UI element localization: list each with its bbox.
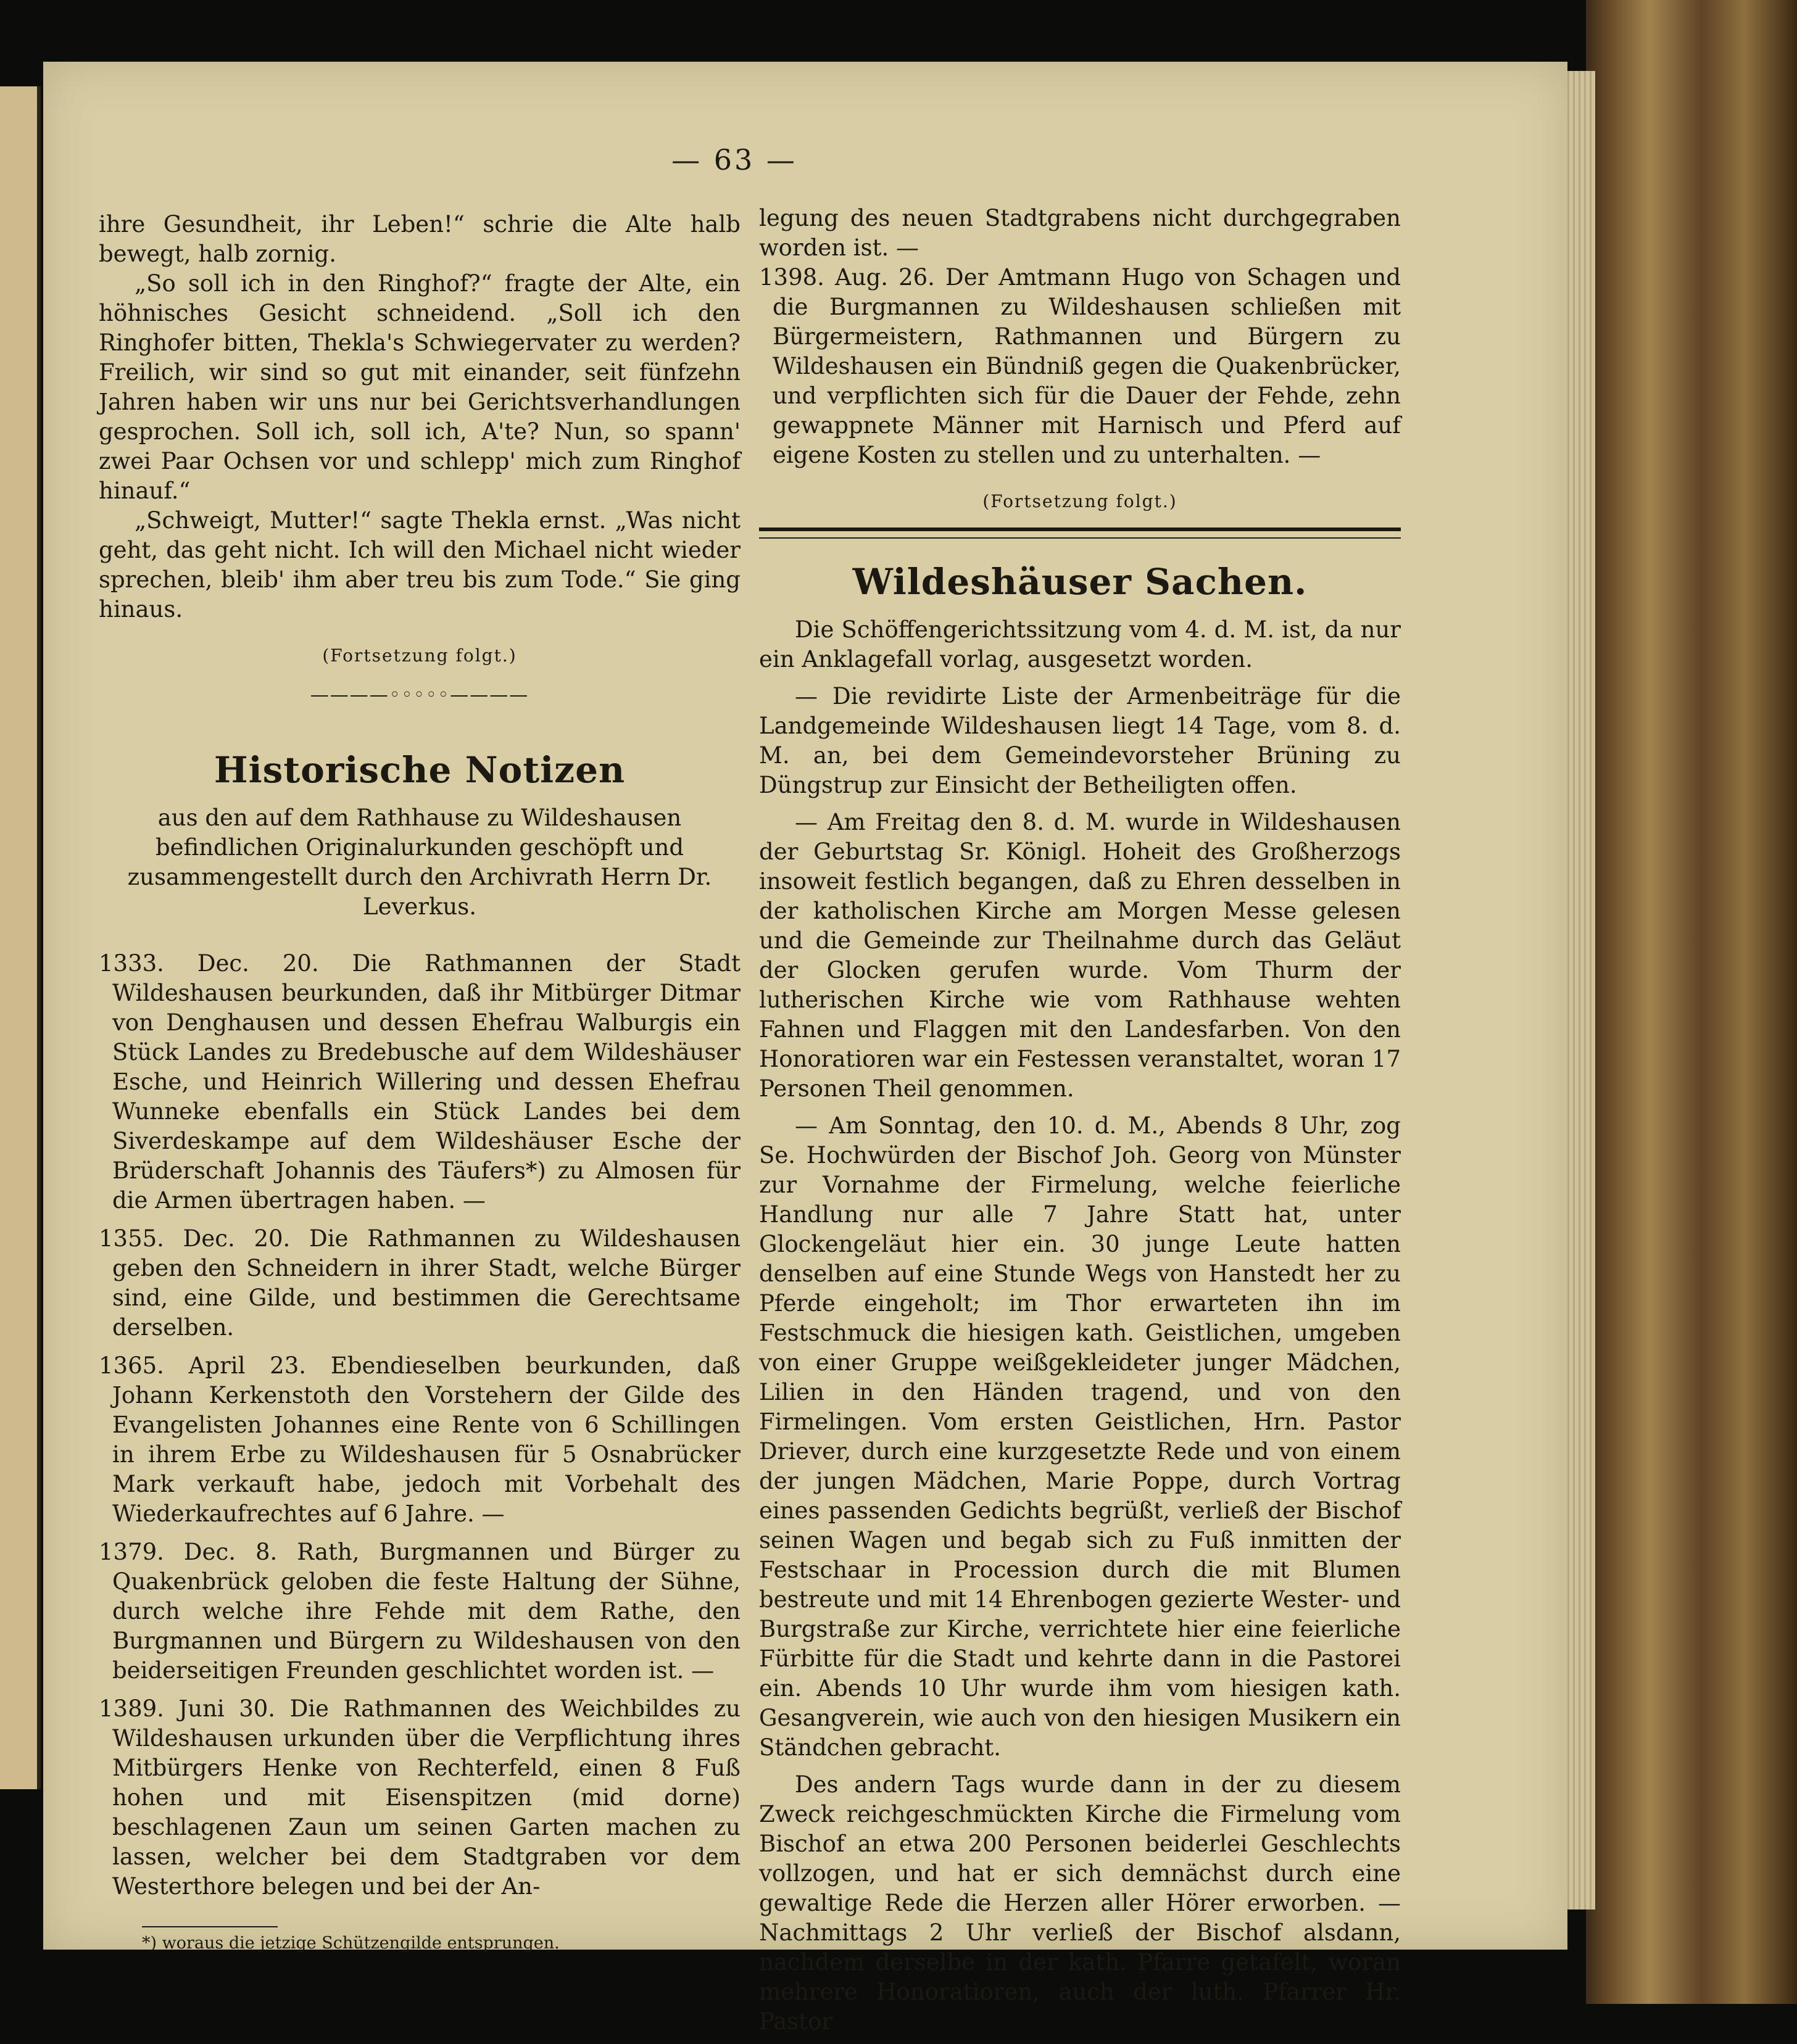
entry-text: Die Rathmannen des Weichbildes zu Wildeshausen urkunden über die Verpflichtung ihres Mitbürgers Henke von Rechterfeld, einen 8 Fuß hohen und mit Eisenspitzen (mid dorne) beschlagenen Zaun um seinen Garten machen zu lassen, welcher bei dem Stadtgraben vor dem Westerthore belegen und bei der An- [112,1695,741,1900]
entry-text: Rath, Burgmannen und Bürger zu Quakenbrück geloben die feste Haltung der Sühne, durch welche ihre Fehde mit dem Rathe, den Burgmannen und Bürgern zu Wildeshausen von den beiderseitigen Freunden geschlichtet worden ist. — [112,1539,741,1684]
entry-continuation: legung des neuen Stadtgrabens nicht durchgegraben worden ist. — [759,205,1401,261]
page-number: — 63 — [671,143,797,176]
footnote: *) woraus die jetzige Schützengilde entsprungen. [142,1934,560,1953]
continued-notice: (Fortsetzung folgt.) [322,645,517,666]
chronicle-entry [99,1694,741,1901]
news-item: Des andern Tags wurde dann in der zu diesem Zweck reichgeschmückten Kirche die Firmelung vom Bischof an etwa 200 Personen beiderlei Geschlechts vollzogen, und hat er sich demnächst durch eine gewaltige Rede die Herzen aller Hörer erworben. — Nachmittags 2 Uhr verließ der Bischof alsdann, nachdem derselbe in der kath. Pfarre getafelt, woran mehrere Honoratioren, auch der luth. Pfarrer Hr. Pastor [759,1771,1401,2035]
entry-date: 1365. April 23. [99,1352,306,1379]
news-item: — Am Sonntag, den 10. d. M., Abends 8 Uhr, zog Se. Hochwürden der Bischof Joh. Georg von Münster zur Vornahme der Firmelung, welche feierliche Handlung nur alle 7 Jahre Statt hat, unter Glockengeläut hier ein. 30 junge Leute hatten denselben auf eine Stunde Wegs von Hanstedt her zu Pferde eingeholt; im Thor erwarteten ihn im Festschmuck die hiesigen kath. Geistlichen, umgeben von einer Gruppe weißgekleideter junger Mädchen, Lilien in den Händen tragend, und von den Firmelingen. Vom ersten Geistlichen, Hrn. Pastor Driever, durch eine kurzgesetzte Rede und von einem der jungen Mädchen, Marie Poppe, durch Vortrag eines passenden Gedichts begrüßt, verließ der Bischof seinen Wagen und begab sich zu Fuß inmitten der Festschaar in Procession durch die mit Blumen bestreute und mit 14 Ehrenbogen gezierte Wester- und Burgstraße zur Kirche, verrichtete hier eine feierliche Fürbitte für die Stadt und kehrte dann in die Pastorei ein. Abends 10 Uhr wurde ihm vom hiesigen kath. Gesangverein, wie auch von den hiesigen Musikern ein Ständchen gebracht. [759,1112,1401,1761]
entry-date: 1355. Dec. 20. [99,1225,291,1252]
right-column [759,204,1401,2044]
story-paragraph: „Schweigt, Mutter!“ sagte Thekla ernst. „Was nicht geht, das geht nicht. Ich will den Michael nicht wieder sprechen, bleib' ihm aber treu bis zum Tode.“ Sie ging hinaus. [99,507,741,623]
story-paragraph: ihre Gesundheit, ihr Leben!“ schrie die Alte halb bewegt, halb zornig. [99,211,741,267]
chronicle-entry [99,1351,741,1529]
entry-text: Die Rathmannen der Stadt Wildeshausen beurkunden, daß ihr Mitbürger Ditmar von Denghausen und dessen Ehefrau Walburgis ein Stück Landes zu Bredebusche auf dem Wildeshäuser Esche, und Heinrich Willering und dessen Ehefrau Wunneke ebenfalls ein Stück Landes bei dem Siverdeskampe auf dem Wildeshäuser Esche der Brüderschaft Johannis des Täufers*) zu Almosen für die Armen übertragen haben. — [112,950,741,1214]
news-item: — Die revidirte Liste der Armenbeiträge für die Landgemeinde Wildeshausen liegt 14 Tage, vom 8. d. M. an, bei dem Gemeindevorsteher Brüning zu Düngstrup zur Einsicht der Betheiligten offen. [759,683,1401,798]
section-subheading: aus den auf dem Rathhause zu Wildeshausen befindlichen Originalurkunden geschöpft und zusammengestellt durch den Archivrath Herrn Dr. Leverkus. [127,805,712,920]
facing-page-edge [0,86,41,1789]
continued-notice: (Fortsetzung folgt.) [982,491,1177,511]
story-paragraph: „So soll ich in den Ringhof?“ fragte der Alte, ein höhnisches Gesicht schneidend. „Soll ich den Ringhofer bitten, Thekla's Schwiegervater zu werden? Freilich, wir sind so gut mit einander, seit fünfzehn Jahren haben wir uns nur bei Gerichtsverhandlungen gesprochen. Soll ich, soll ich, A'te? Nun, so spann' zwei Paar Ochsen vor und schlepp' mich zum Ringhof hinauf.“ [99,270,741,504]
entry-date: 1389. Juni 30. [99,1695,276,1722]
entry-text: Die Rathmannen zu Wildeshausen geben den Schneidern in ihrer Stadt, welche Bürger sind, eine Gilde, und bestimmen die Gerechtsame derselben. [112,1225,741,1341]
news-item: — Am Freitag den 8. d. M. wurde in Wildeshausen der Geburtstag Sr. Königl. Hoheit des Großherzogs insoweit festlich begangen, daß zu Ehren desselben in der katholischen Kirche am Morgen Messe gelesen und die Gemeinde zur Theilnahme durch das Geläut der Glocken gerufen wurde. Vom Thurm der lutherischen Kirche wie vom Rathhause wehten Fahnen und Flaggen mit den Landesfarben. Von den Honoratioren war ein Festessen veranstaltet, woran 17 Personen Theil genommen. [759,809,1401,1102]
news-item: Die Schöffengerichtssitzung vom 4. d. M. ist, da nur ein Anklagefall vorlag, ausgesetzt worden. [759,616,1401,672]
section-ornament: ————◦◦◦◦◦———— [310,684,529,706]
left-column [99,210,741,1953]
chronicle-entry [99,1537,741,1686]
section-heading: Historische Notizen [214,749,626,791]
chronicle-entry [99,949,741,1215]
footnote-rule [142,1926,278,1927]
entry-date: 1398. Aug. 26. [759,264,935,291]
entry-text: Ebendieselben beurkunden, daß Johann Kerkenstoth den Vorstehern der Gilde des Evangelisten Johannes eine Rente von 6 Schillingen in ihrem Erbe zu Wildeshausen für 5 Osnabrücker Mark verkauft habe, jedoch mit Vorbehalt des Wiederkaufrechtes auf 6 Jahre. — [112,1352,741,1527]
book-cover [1586,0,1797,2004]
entry-date: 1379. Dec. 8. [99,1539,278,1565]
entry-date: 1333. Dec. 20. [99,950,319,977]
chronicle-entry [759,263,1401,470]
chronicle-entry [99,1224,741,1343]
section-heading: Wildeshäuser Sachen. [852,561,1308,603]
section-divider [759,528,1401,539]
entry-text: Der Amtmann Hugo von Schagen und die Burgmannen zu Wildeshausen schließen mit Bürgermeistern, Rathmannen und Bürgern zu Wildeshausen ein Bündniß gegen die Quakenbrücker, und verpflichten sich für die Dauer der Fehde, zehn gewappnete Männer mit Harnisch und Pferd auf eigene Kosten zu stellen und zu unterhalten. — [773,264,1401,468]
